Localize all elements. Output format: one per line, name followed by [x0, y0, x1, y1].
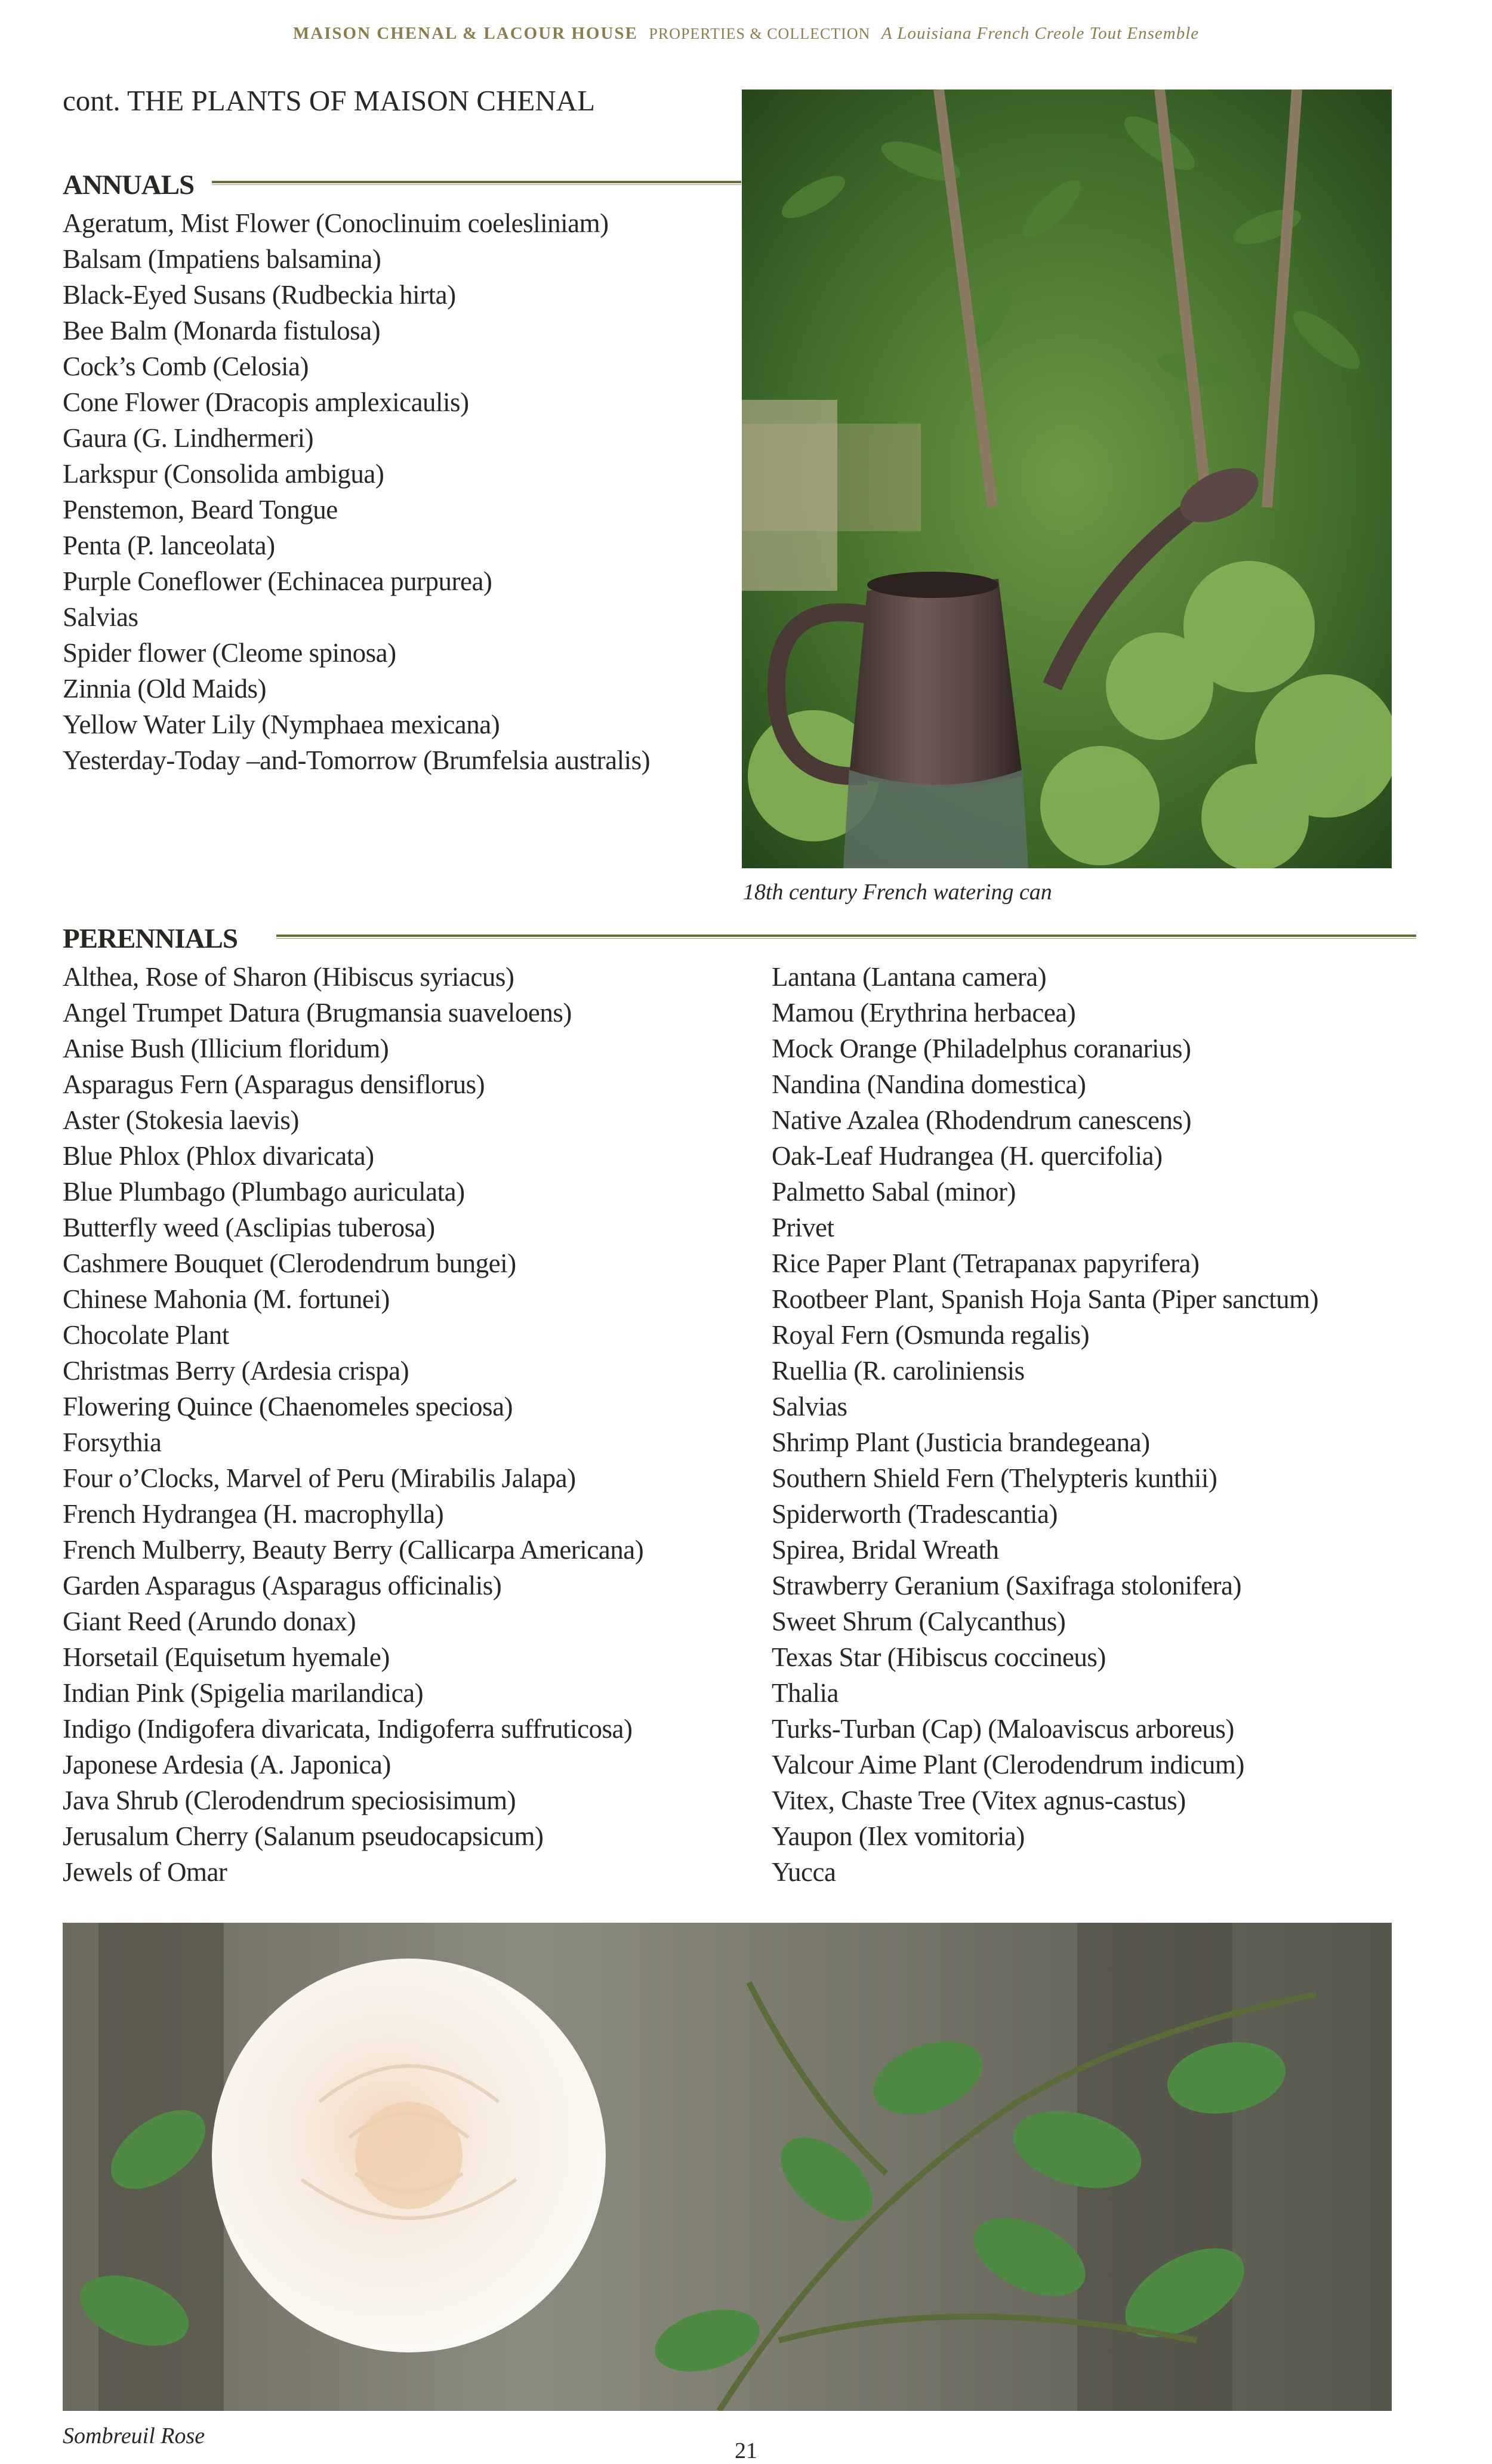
- list-item: Salvias: [63, 602, 138, 632]
- list-item: Flowering Quince (Chaenomeles speciosa): [63, 1392, 513, 1421]
- list-item: Black-Eyed Susans (Rudbeckia hirta): [63, 280, 456, 310]
- annuals-list: [63, 205, 650, 778]
- list-item: Mock Orange (Philadelphus coranarius): [772, 1034, 1191, 1063]
- list-item: Valcour Aime Plant (Clerodendrum indicum): [772, 1750, 1244, 1780]
- list-item: Chinese Mahonia (M. fortunei): [63, 1284, 390, 1314]
- list-item: Japonese Ardesia (A. Japonica): [63, 1750, 391, 1780]
- list-item: Oak-Leaf Hudrangea (H. quercifolia): [772, 1141, 1163, 1171]
- annuals-rule: [212, 181, 741, 186]
- watering-can-photo: [742, 90, 1392, 868]
- list-item: Sweet Shrum (Calycanthus): [772, 1606, 1066, 1636]
- list-item: Yucca: [772, 1857, 836, 1887]
- watering-can-illustration: [742, 90, 1392, 868]
- annuals-heading: ANNUALS: [63, 169, 195, 201]
- list-item: Texas Star (Hibiscus coccineus): [772, 1642, 1106, 1672]
- list-item: Yaupon (Ilex vomitoria): [772, 1821, 1025, 1851]
- watering-can-caption: 18th century French watering can: [743, 880, 1052, 905]
- list-item: Spider flower (Cleome spinosa): [63, 638, 396, 668]
- list-item: Java Shrub (Clerodendrum speciosisimum): [63, 1785, 516, 1815]
- list-item: Cashmere Bouquet (Clerodendrum bungei): [63, 1248, 516, 1278]
- list-item: Aster (Stokesia laevis): [63, 1105, 299, 1135]
- list-item: Horsetail (Equisetum hyemale): [63, 1642, 390, 1672]
- rose-illustration: [63, 1923, 1392, 2411]
- list-item: Jewels of Omar: [63, 1857, 227, 1887]
- perennials-rule: [276, 935, 1416, 939]
- list-item: Butterfly weed (Asclipias tuberosa): [63, 1213, 435, 1242]
- list-item: Four o’Clocks, Marvel of Peru (Mirabilis Jalapa): [63, 1463, 576, 1493]
- list-item: Spiderworth (Tradescantia): [772, 1499, 1058, 1529]
- list-item: Nandina (Nandina domestica): [772, 1069, 1086, 1099]
- list-item: Gaura (G. Lindhermeri): [63, 423, 314, 453]
- list-item: Althea, Rose of Sharon (Hibiscus syriacus): [63, 962, 514, 992]
- list-item: Rice Paper Plant (Tetrapanax papyrifera): [772, 1248, 1200, 1278]
- sombreuil-rose-photo: [63, 1923, 1392, 2411]
- list-item: Giant Reed (Arundo donax): [63, 1606, 356, 1636]
- header-tagline: A Louisiana French Creole Tout Ensemble: [881, 24, 1200, 43]
- list-item: Purple Coneflower (Echinacea purpurea): [63, 566, 492, 596]
- list-item: Balsam (Impatiens balsamina): [63, 244, 381, 274]
- list-item: Mamou (Erythrina herbacea): [772, 998, 1076, 1028]
- page-number: 21: [735, 2438, 757, 2463]
- rose-caption: Sombreuil Rose: [63, 2423, 205, 2448]
- list-item: Larkspur (Consolida ambigua): [63, 459, 384, 489]
- list-item: Palmetto Sabal (minor): [772, 1177, 1016, 1207]
- list-item: Ageratum, Mist Flower (Conoclinuim coelesliniam): [63, 208, 609, 238]
- list-item: Native Azalea (Rhodendrum canescens): [772, 1105, 1191, 1135]
- list-item: Forsythia: [63, 1427, 162, 1457]
- list-item: Angel Trumpet Datura (Brugmansia suaveloens): [63, 998, 572, 1028]
- list-item: Indian Pink (Spigelia marilandica): [63, 1678, 424, 1708]
- header-subtitle: PROPERTIES & COLLECTION: [649, 25, 871, 42]
- list-item: Anise Bush (Illicium floridum): [63, 1034, 389, 1063]
- list-item: Shrimp Plant (Justicia brandegeana): [772, 1427, 1150, 1457]
- list-item: Royal Fern (Osmunda regalis): [772, 1320, 1090, 1350]
- perennials-right-column: [772, 959, 1318, 1890]
- perennials-left-column: [63, 959, 643, 1890]
- list-item: Penta (P. lanceolata): [63, 531, 275, 560]
- list-item: Zinnia (Old Maids): [63, 674, 266, 704]
- list-item: French Hydrangea (H. macrophylla): [63, 1499, 444, 1529]
- list-item: Southern Shield Fern (Thelypteris kunthii): [772, 1463, 1217, 1493]
- list-item: French Mulberry, Beauty Berry (Callicarpa Americana): [63, 1535, 644, 1565]
- list-item: Cock’s Comb (Celosia): [63, 351, 309, 381]
- page-title: cont. THE PLANTS OF MAISON CHENAL: [63, 84, 596, 117]
- list-item: Bee Balm (Monarda fistulosa): [63, 316, 381, 346]
- list-item: Turks-Turban (Cap) (Maloaviscus arboreus): [772, 1714, 1234, 1744]
- list-item: Thalia: [772, 1678, 839, 1708]
- list-item: Yellow Water Lily (Nymphaea mexicana): [63, 710, 500, 739]
- header-brand: MAISON CHENAL & LACOUR HOUSE: [292, 24, 638, 43]
- list-item: Rootbeer Plant, Spanish Hoja Santa (Piper sanctum): [772, 1284, 1319, 1314]
- list-item: Blue Phlox (Phlox divaricata): [63, 1141, 374, 1171]
- perennials-heading: PERENNIALS: [63, 923, 238, 954]
- list-item: Blue Plumbago (Plumbago auriculata): [63, 1177, 465, 1207]
- list-item: Penstemon, Beard Tongue: [63, 495, 338, 525]
- list-item: Garden Asparagus (Asparagus officinalis): [63, 1571, 502, 1600]
- list-item: Asparagus Fern (Asparagus densiflorus): [63, 1069, 485, 1099]
- list-item: Salvias: [772, 1392, 847, 1421]
- list-item: Ruellia (R. caroliniensis: [772, 1356, 1025, 1386]
- list-item: Yesterday-Today –and-Tomorrow (Brumfelsia australis): [63, 745, 651, 775]
- list-item: Cone Flower (Dracopis amplexicaulis): [63, 387, 469, 417]
- list-item: Jerusalum Cherry (Salanum pseudocapsicum): [63, 1821, 544, 1851]
- list-item: Lantana (Lantana camera): [772, 962, 1047, 992]
- list-item: Spirea, Bridal Wreath: [772, 1535, 999, 1565]
- list-item: Privet: [772, 1213, 834, 1242]
- list-item: Vitex, Chaste Tree (Vitex agnus-castus): [772, 1785, 1186, 1815]
- list-item: Christmas Berry (Ardesia crispa): [63, 1356, 409, 1386]
- list-item: Indigo (Indigofera divaricata, Indigoferra suffruticosa): [63, 1714, 633, 1744]
- running-header: [0, 24, 1492, 44]
- list-item: Strawberry Geranium (Saxifraga stolonifera): [772, 1571, 1241, 1600]
- list-item: Chocolate Plant: [63, 1320, 229, 1350]
